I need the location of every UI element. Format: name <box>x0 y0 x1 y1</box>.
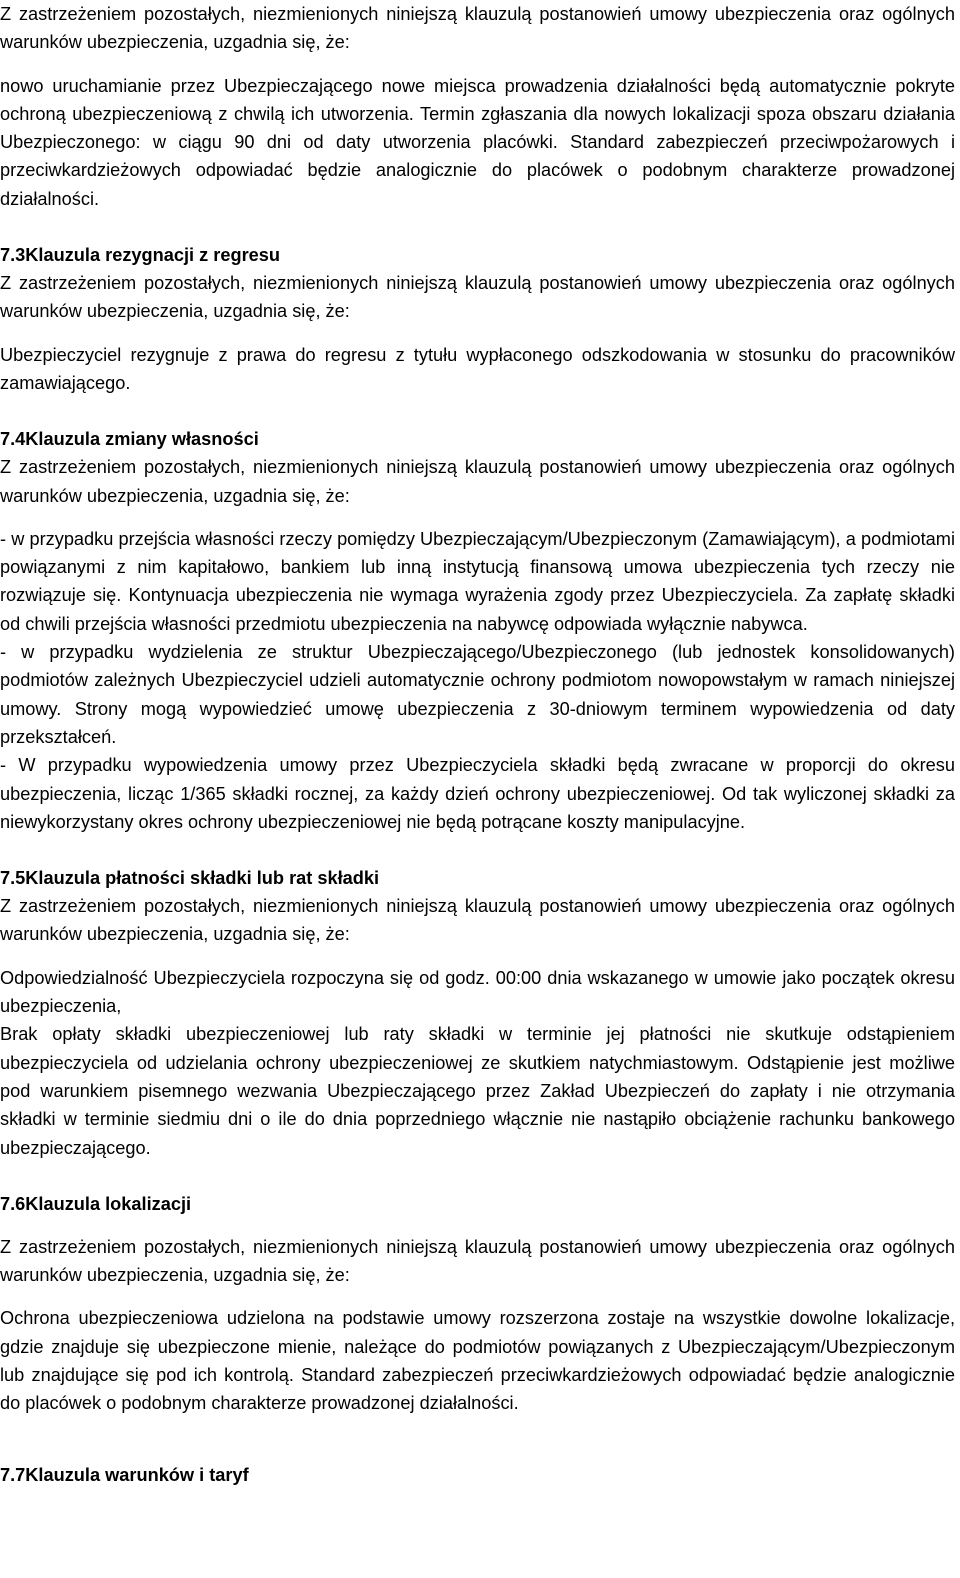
spacer <box>0 213 955 241</box>
spacer <box>0 397 955 425</box>
section-paragraph: Odpowiedzialność Ubezpieczyciela rozpoczyna się od godz. 00:00 dnia wskazanego w umowie jako początek okresu ubezpieczenia, <box>0 967 955 1017</box>
section-paragraph: - w przypadku przejścia własności rzeczy pomiędzy Ubezpieczającym/Ubezpieczonym (Zamawiającym), a podmiotami powiązanymi z nim kapitałowo, bankiem lub inną instytucją finansową umowa ubezpieczenia tych rzeczy nie rozwiązuje się. Kontynuacja ubezpieczenia nie wymaga wyrażenia zgody przez Ubezpieczyciela. Za zapłatę składki od chwili przejścia własności przedmiotu ubezpieczenia na nabywcę odpowiada wyłącznie nabywca. <box>0 528 955 634</box>
section-paragraph: - w przypadku wydzielenia ze struktur Ubezpieczającego/Ubezpieczonego (lub jednostek konsolidowanych) podmiotów zależnych Ubezpieczyciel udzieli automatycznie ochrony podmiotom nowopowstałym w ramach niniejszej umowy. Strony mogą wypowiedzieć umowę ubezpieczenia z 30-dniowym terminem wypowiedzenia od daty przekształceń. <box>0 642 955 747</box>
section-heading <box>0 241 955 269</box>
spacer <box>0 1289 955 1304</box>
section-heading <box>0 864 955 892</box>
spacer <box>0 510 955 525</box>
section-7-3 <box>0 241 955 397</box>
spacer <box>0 326 955 341</box>
section-paragraph: Brak opłaty składki ubezpieczeniowej lub raty składki w terminie jej płatności nie skutkuje odstąpieniem ubezpieczyciela od udzielania ochrony ubezpieczeniowej ze skutkiem natychmiastowym. Odstąpienie jest możliwe pod warunkiem pisemnego wezwania Ubezpieczającego przez Zakład Ubezpieczeń do zapłaty i nie otrzymania składki w terminie siedmiu dni o ile do dnia poprzedniego włącznie nie nastąpiło obciążenie rachunku bankowego ubezpieczającego. <box>0 1024 955 1158</box>
section-heading <box>0 1190 955 1218</box>
spacer <box>0 57 955 72</box>
section-number: 7.7 <box>0 1464 26 1485</box>
section-title: Klauzula płatności składki lub rat składki <box>25 868 380 889</box>
intro-text: nowo uruchamianie przez Ubezpieczającego nowe miejsca prowadzenia działalności będą automatycznie pokryte ochroną ubezpieczeniową z chwilą ich utworzenia. Termin zgłaszania dla nowych lokalizacji spoza obszaru działania Ubezpieczonego: w ciągu 90 dni od daty utworzenia placówki. Standard zabezpieczeń przeciwpożarowych i przeciwkardzieżowych odpowiadać będzie analogicznie do placówek o podobnym charakterze prowadzonej działalności. <box>0 75 955 209</box>
section-clause: Z zastrzeżeniem pozostałych, niezmienionych niniejszą klauzulą postanowień umowy ubezpieczenia oraz ogólnych warunków ubezpieczenia, uzgadnia się, że: <box>0 1236 955 1286</box>
intro-clause: Z zastrzeżeniem pozostałych, niezmienionych niniejszą klauzulą postanowień umowy ubezpieczenia oraz ogólnych warunków ubezpieczenia, uzgadnia się, że: <box>0 4 955 53</box>
section-heading <box>0 1461 955 1489</box>
spacer <box>0 1418 955 1446</box>
section-title: Klauzula zmiany własności <box>25 429 259 450</box>
section-title: Klauzula rezygnacji z regresu <box>25 245 281 266</box>
section-clause: Z zastrzeżeniem pozostałych, niezmienionych niniejszą klauzulą postanowień umowy ubezpieczenia oraz ogólnych warunków ubezpieczenia, uzgadnia się, że: <box>0 896 955 945</box>
section-number: 7.3 <box>0 245 26 266</box>
section-7-7 <box>0 1461 955 1489</box>
spacer <box>0 949 955 964</box>
spacer <box>0 1162 955 1190</box>
section-heading <box>0 425 955 453</box>
section-number: 7.6 <box>0 1193 26 1214</box>
section-paragraph: Ochrona ubezpieczeniowa udzielona na podstawie umowy rozszerzona zostaje na wszystkie dowolne lokalizacje, gdzie znajduje się ubezpieczone mienie, należące do podmiotów powiązanych z Ubezpieczającym/Ubezpieczonym lub znajdujące się pod ich kontrolą. Standard zabezpieczeń przeciwkardzieżowych odpowiadać będzie analogicznie do placówek o podobnym charakterze prowadzonej działalności. <box>0 1308 955 1414</box>
section-7-4 <box>0 425 955 836</box>
section-number: 7.5 <box>0 868 26 889</box>
spacer <box>0 836 955 864</box>
spacer <box>0 1218 955 1233</box>
section-clause: Z zastrzeżeniem pozostałych, niezmienionych niniejszą klauzulą postanowień umowy ubezpieczenia oraz ogólnych warunków ubezpieczenia, uzgadnia się, że: <box>0 457 955 506</box>
section-title: Klauzula warunków i taryf <box>25 1464 249 1485</box>
section-number: 7.4 <box>0 429 26 450</box>
section-paragraph: - W przypadku wypowiedzenia umowy przez Ubezpieczyciela składki będą zwracane w proporcji do okresu ubezpieczenia, licząc 1/365 składki rocznej, za każdy dzień ochrony ubezpieczeniowej. Od tak wyliczonej składki za niewykorzystany okres ochrony ubezpieczeniowej nie będą potrącane koszty manipulacyjne. <box>0 755 955 832</box>
spacer <box>0 1446 955 1461</box>
section-clause: Z zastrzeżeniem pozostałych, niezmienionych niniejszą klauzulą postanowień umowy ubezpieczenia oraz ogólnych warunków ubezpieczenia, uzgadnia się, że: <box>0 273 955 322</box>
section-7-6 <box>0 1190 955 1418</box>
section-paragraph: Ubezpieczyciel rezygnuje z prawa do regresu z tytułu wypłaconego odszkodowania w stosunku do pracowników zamawiającego. <box>0 344 955 393</box>
section-title: Klauzula lokalizacji <box>25 1193 192 1214</box>
section-7-5 <box>0 864 955 1162</box>
